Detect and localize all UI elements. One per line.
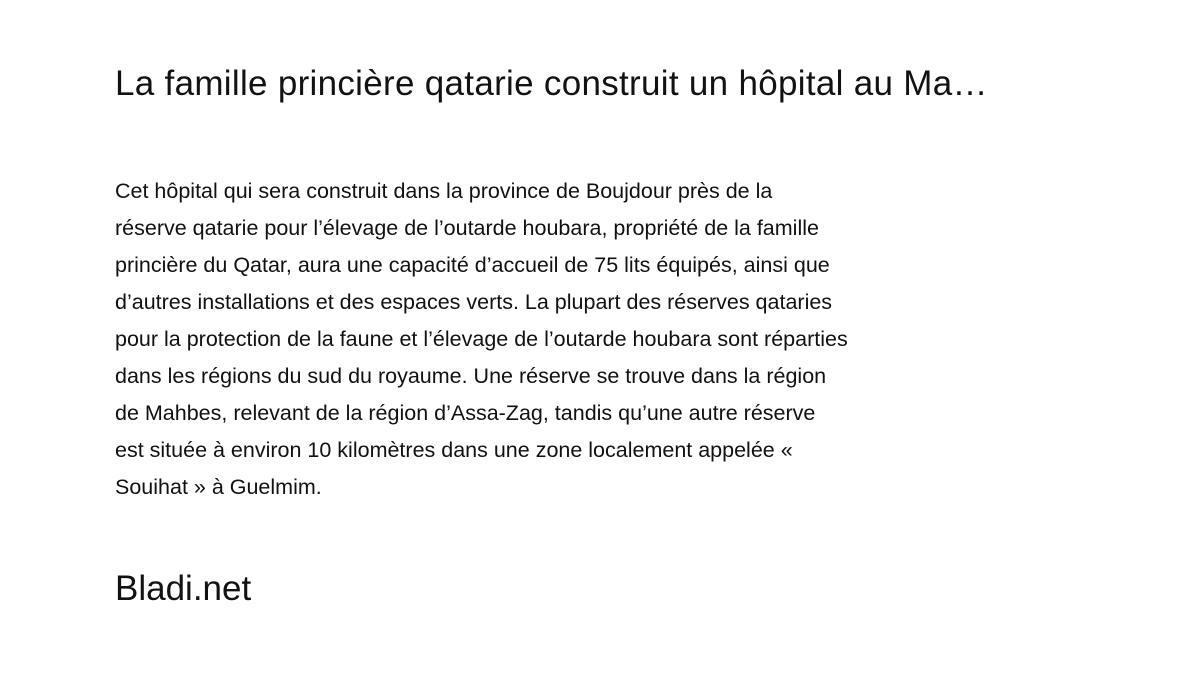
excerpt-line: princière du Qatar, aura une capacité d’accueil de 75 lits équipés, ainsi que: [115, 253, 830, 277]
excerpt-line: Cet hôpital qui sera construit dans la province de Boujdour près de la: [115, 179, 773, 203]
excerpt-line: d’autres installations et des espaces verts. La plupart des réserves qataries: [115, 290, 833, 314]
excerpt-line: pour la protection de la faune et l’élevage de l’outarde houbara sont réparties: [115, 327, 848, 351]
excerpt-line: de Mahbes, relevant de la région d’Assa-Zag, tandis qu’une autre réserve: [115, 401, 816, 425]
excerpt-line: dans les régions du sud du royaume. Une réserve se trouve dans la région: [115, 364, 827, 388]
excerpt-line: Souihat » à Guelmim.: [115, 475, 322, 499]
excerpt-line: réserve qatarie pour l’élevage de l’outarde houbara, propriété de la famille: [115, 216, 819, 240]
article-title[interactable]: La famille princière qatarie construit un hôpital au Ma…: [115, 64, 988, 103]
excerpt-line: est située à environ 10 kilomètres dans une zone localement appelée «: [115, 438, 793, 462]
source-domain[interactable]: Bladi.net: [115, 569, 252, 608]
article-excerpt: [115, 173, 1015, 506]
